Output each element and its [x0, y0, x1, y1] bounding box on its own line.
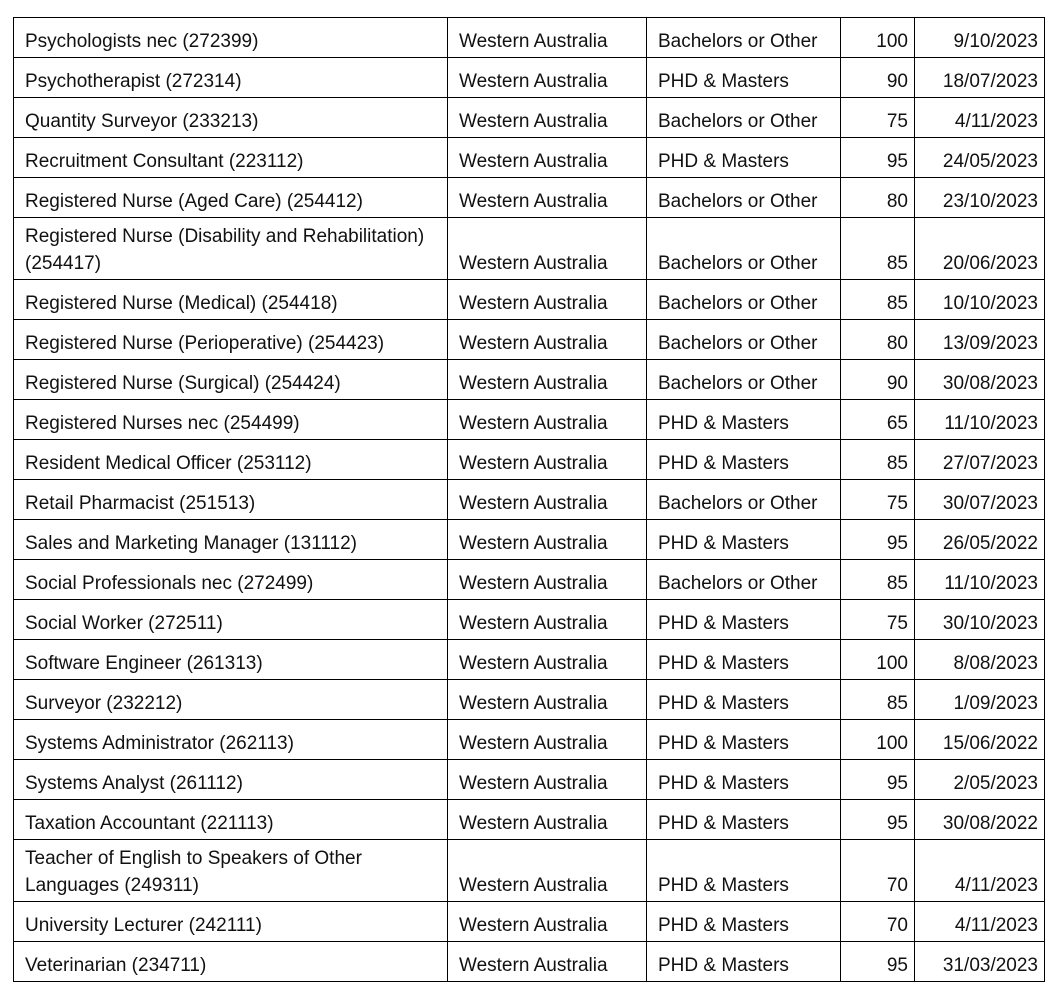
state-cell — [448, 760, 647, 800]
qualification-cell-text: PHD & Masters — [658, 533, 789, 554]
table-row — [14, 480, 1045, 520]
qualification-cell — [647, 680, 841, 720]
state-cell-text: Western Australia — [459, 111, 608, 132]
qualification-cell — [647, 942, 841, 982]
occupation-cell-text: Sales and Marketing Manager (131112) — [25, 533, 357, 554]
date-cell — [915, 760, 1045, 800]
state-cell-text: Western Australia — [459, 733, 608, 754]
occupation-cell — [14, 902, 448, 942]
occupation-cell — [14, 360, 448, 400]
date-cell-text: 30/10/2023 — [942, 613, 1038, 634]
date-cell-text: 9/10/2023 — [953, 31, 1038, 52]
occupation-cell-text: Registered Nurse (Disability and Rehabilitation) (254417) — [25, 226, 425, 274]
table-row — [14, 760, 1045, 800]
date-cell-text: 4/11/2023 — [954, 915, 1038, 936]
state-cell-text: Western Australia — [459, 71, 608, 92]
date-cell — [915, 480, 1045, 520]
qualification-cell — [647, 58, 841, 98]
state-cell — [448, 840, 647, 902]
score-cell — [841, 560, 915, 600]
date-cell-text: 11/10/2023 — [944, 413, 1038, 434]
date-cell — [915, 138, 1045, 178]
qualification-cell-text: PHD & Masters — [658, 773, 789, 794]
score-cell-text: 95 — [886, 955, 908, 976]
occupation-cell — [14, 480, 448, 520]
occupation-cell-text: Registered Nurse (Perioperative) (254423) — [25, 333, 385, 354]
table-row — [14, 800, 1045, 840]
qualification-cell-text: Bachelors or Other — [658, 253, 818, 274]
qualification-cell — [647, 218, 841, 280]
date-cell-text: 30/08/2023 — [942, 373, 1038, 394]
date-cell — [915, 640, 1045, 680]
occupation-cell — [14, 942, 448, 982]
date-cell — [915, 560, 1045, 600]
table-row — [14, 440, 1045, 480]
state-cell-text: Western Australia — [459, 653, 608, 674]
occupation-cell — [14, 640, 448, 680]
table-row — [14, 360, 1045, 400]
date-cell-text: 26/05/2022 — [942, 533, 1038, 554]
score-cell-text: 85 — [886, 693, 908, 714]
table-row — [14, 58, 1045, 98]
score-cell — [841, 98, 915, 138]
occupation-cell-text: Teacher of English to Speakers of Other Languages (249311) — [25, 848, 362, 896]
state-cell — [448, 400, 647, 440]
score-cell — [841, 600, 915, 640]
table-row — [14, 178, 1045, 218]
table-row — [14, 680, 1045, 720]
occupation-cell — [14, 560, 448, 600]
score-cell-text: 80 — [886, 333, 908, 354]
state-cell — [448, 800, 647, 840]
date-cell-text: 2/05/2023 — [953, 773, 1038, 794]
state-cell — [448, 58, 647, 98]
state-cell — [448, 640, 647, 680]
occupation-cell-text: Psychologists nec (272399) — [25, 31, 259, 52]
date-cell — [915, 320, 1045, 360]
qualification-cell-text: PHD & Masters — [658, 453, 789, 474]
qualification-cell — [647, 178, 841, 218]
occupation-cell — [14, 320, 448, 360]
occupation-cell-text: Social Professionals nec (272499) — [25, 573, 314, 594]
date-cell — [915, 58, 1045, 98]
qualification-cell — [647, 400, 841, 440]
occupation-cell — [14, 400, 448, 440]
qualification-cell-text: Bachelors or Other — [658, 333, 818, 354]
table-row — [14, 600, 1045, 640]
qualification-cell — [647, 480, 841, 520]
date-cell — [915, 680, 1045, 720]
date-cell-text: 30/08/2022 — [942, 813, 1038, 834]
score-cell-text: 75 — [886, 493, 908, 514]
state-cell — [448, 360, 647, 400]
score-cell-text: 95 — [886, 151, 908, 172]
date-cell-text: 23/10/2023 — [942, 191, 1038, 212]
state-cell-text: Western Australia — [459, 573, 608, 594]
occupation-cell — [14, 760, 448, 800]
qualification-cell-text: PHD & Masters — [658, 693, 789, 714]
table-row — [14, 18, 1045, 58]
score-cell-text: 85 — [886, 573, 908, 594]
state-cell — [448, 560, 647, 600]
date-cell — [915, 18, 1045, 58]
state-cell-text: Western Australia — [459, 293, 608, 314]
state-cell — [448, 720, 647, 760]
state-cell-text: Western Australia — [459, 413, 608, 434]
occupation-cell-text: Registered Nurse (Aged Care) (254412) — [25, 191, 363, 212]
table-row — [14, 280, 1045, 320]
occupation-cell — [14, 800, 448, 840]
occupation-cell — [14, 218, 448, 280]
score-cell — [841, 400, 915, 440]
score-cell — [841, 280, 915, 320]
table-row — [14, 320, 1045, 360]
state-cell-text: Western Australia — [459, 955, 608, 976]
qualification-cell — [647, 760, 841, 800]
state-cell — [448, 520, 647, 560]
score-cell — [841, 902, 915, 942]
qualification-cell — [647, 800, 841, 840]
table-row — [14, 902, 1045, 942]
qualification-cell-text: PHD & Masters — [658, 875, 789, 896]
table-row — [14, 138, 1045, 178]
qualification-cell-text: Bachelors or Other — [658, 373, 818, 394]
date-cell-text: 27/07/2023 — [942, 453, 1038, 474]
state-cell — [448, 440, 647, 480]
date-cell — [915, 98, 1045, 138]
occupation-cell — [14, 840, 448, 902]
qualification-cell-text: PHD & Masters — [658, 813, 789, 834]
score-cell-text: 80 — [886, 191, 908, 212]
qualification-cell-text: Bachelors or Other — [658, 31, 818, 52]
date-cell-text: 4/11/2023 — [954, 875, 1038, 896]
occupation-table — [13, 17, 1045, 982]
score-cell — [841, 178, 915, 218]
state-cell-text: Western Australia — [459, 533, 608, 554]
occupation-cell-text: Resident Medical Officer (253112) — [25, 453, 312, 474]
date-cell-text: 20/06/2023 — [942, 253, 1038, 274]
score-cell — [841, 440, 915, 480]
occupation-cell — [14, 440, 448, 480]
qualification-cell — [647, 360, 841, 400]
score-cell — [841, 520, 915, 560]
qualification-cell-text: Bachelors or Other — [658, 191, 818, 212]
state-cell-text: Western Australia — [459, 613, 608, 634]
qualification-cell — [647, 18, 841, 58]
state-cell-text: Western Australia — [459, 191, 608, 212]
score-cell — [841, 760, 915, 800]
date-cell — [915, 218, 1045, 280]
qualification-cell-text: PHD & Masters — [658, 653, 789, 674]
state-cell — [448, 942, 647, 982]
score-cell-text: 100 — [876, 31, 908, 52]
qualification-cell — [647, 320, 841, 360]
occupation-cell-text: Registered Nurse (Surgical) (254424) — [25, 373, 341, 394]
state-cell — [448, 178, 647, 218]
occupation-cell-text: Registered Nurses nec (254499) — [25, 413, 300, 434]
occupation-cell-text: Systems Administrator (262113) — [25, 733, 294, 754]
state-cell — [448, 600, 647, 640]
occupation-cell — [14, 58, 448, 98]
table-row — [14, 218, 1045, 280]
qualification-cell-text: Bachelors or Other — [658, 111, 818, 132]
occupation-cell-text: Psychotherapist (272314) — [25, 71, 242, 92]
state-cell — [448, 98, 647, 138]
state-cell — [448, 480, 647, 520]
occupation-cell — [14, 178, 448, 218]
date-cell-text: 18/07/2023 — [942, 71, 1038, 92]
score-cell — [841, 720, 915, 760]
state-cell-text: Western Australia — [459, 875, 608, 896]
date-cell-text: 4/11/2023 — [954, 111, 1038, 132]
table-body — [14, 18, 1045, 982]
table-row — [14, 560, 1045, 600]
score-cell-text: 70 — [886, 875, 908, 896]
occupation-table-container — [13, 17, 1045, 982]
date-cell — [915, 440, 1045, 480]
occupation-cell — [14, 600, 448, 640]
qualification-cell-text: Bachelors or Other — [658, 573, 818, 594]
occupation-cell — [14, 680, 448, 720]
date-cell — [915, 800, 1045, 840]
qualification-cell — [647, 720, 841, 760]
occupation-cell — [14, 280, 448, 320]
date-cell-text: 8/08/2023 — [953, 653, 1038, 674]
qualification-cell-text: Bachelors or Other — [658, 293, 818, 314]
occupation-cell-text: Recruitment Consultant (223112) — [25, 151, 304, 172]
qualification-cell-text: PHD & Masters — [658, 413, 789, 434]
date-cell — [915, 280, 1045, 320]
state-cell — [448, 680, 647, 720]
occupation-cell — [14, 18, 448, 58]
state-cell-text: Western Australia — [459, 813, 608, 834]
qualification-cell — [647, 560, 841, 600]
score-cell — [841, 840, 915, 902]
state-cell — [448, 138, 647, 178]
table-row — [14, 720, 1045, 760]
score-cell — [841, 640, 915, 680]
score-cell — [841, 218, 915, 280]
state-cell — [448, 280, 647, 320]
date-cell-text: 10/10/2023 — [942, 293, 1038, 314]
score-cell-text: 95 — [886, 533, 908, 554]
score-cell-text: 100 — [876, 733, 908, 754]
score-cell — [841, 942, 915, 982]
score-cell — [841, 800, 915, 840]
state-cell-text: Western Australia — [459, 773, 608, 794]
qualification-cell-text: PHD & Masters — [658, 71, 789, 92]
state-cell-text: Western Australia — [459, 373, 608, 394]
qualification-cell-text: PHD & Masters — [658, 151, 789, 172]
table-row — [14, 640, 1045, 680]
score-cell — [841, 320, 915, 360]
score-cell — [841, 480, 915, 520]
score-cell-text: 75 — [886, 613, 908, 634]
qualification-cell — [647, 520, 841, 560]
date-cell-text: 24/05/2023 — [942, 151, 1038, 172]
score-cell-text: 85 — [886, 253, 908, 274]
qualification-cell-text: PHD & Masters — [658, 955, 789, 976]
date-cell — [915, 600, 1045, 640]
score-cell-text: 95 — [886, 773, 908, 794]
date-cell-text: 30/07/2023 — [942, 493, 1038, 514]
occupation-cell-text: Retail Pharmacist (251513) — [25, 493, 256, 514]
state-cell-text: Western Australia — [459, 31, 608, 52]
occupation-cell-text: Systems Analyst (261112) — [25, 773, 243, 794]
state-cell-text: Western Australia — [459, 493, 608, 514]
qualification-cell-text: PHD & Masters — [658, 733, 789, 754]
date-cell — [915, 942, 1045, 982]
state-cell — [448, 218, 647, 280]
state-cell — [448, 18, 647, 58]
date-cell — [915, 902, 1045, 942]
score-cell-text: 85 — [886, 293, 908, 314]
table-row — [14, 98, 1045, 138]
qualification-cell-text: Bachelors or Other — [658, 493, 818, 514]
occupation-cell — [14, 138, 448, 178]
score-cell — [841, 18, 915, 58]
occupation-cell — [14, 98, 448, 138]
state-cell-text: Western Australia — [459, 333, 608, 354]
date-cell — [915, 520, 1045, 560]
table-row — [14, 520, 1045, 560]
score-cell-text: 85 — [886, 453, 908, 474]
qualification-cell — [647, 902, 841, 942]
qualification-cell — [647, 840, 841, 902]
qualification-cell-text: PHD & Masters — [658, 915, 789, 936]
score-cell-text: 65 — [886, 413, 908, 434]
state-cell-text: Western Australia — [459, 151, 608, 172]
qualification-cell — [647, 440, 841, 480]
score-cell-text: 90 — [886, 71, 908, 92]
state-cell — [448, 320, 647, 360]
date-cell — [915, 720, 1045, 760]
occupation-cell-text: Software Engineer (261313) — [25, 653, 263, 674]
score-cell — [841, 360, 915, 400]
occupation-cell-text: Quantity Surveyor (233213) — [25, 111, 259, 132]
occupation-cell — [14, 720, 448, 760]
score-cell-text: 95 — [886, 813, 908, 834]
score-cell-text: 100 — [876, 653, 908, 674]
date-cell-text: 11/10/2023 — [944, 573, 1038, 594]
occupation-cell-text: Veterinarian (234711) — [25, 955, 207, 976]
qualification-cell-text: PHD & Masters — [658, 613, 789, 634]
date-cell-text: 13/09/2023 — [942, 333, 1038, 354]
occupation-cell-text: University Lecturer (242111) — [25, 915, 262, 936]
occupation-cell-text: Social Worker (272511) — [25, 613, 223, 634]
date-cell — [915, 178, 1045, 218]
qualification-cell — [647, 600, 841, 640]
occupation-cell-text: Surveyor (232212) — [25, 693, 183, 714]
qualification-cell — [647, 98, 841, 138]
qualification-cell — [647, 138, 841, 178]
score-cell — [841, 680, 915, 720]
occupation-cell — [14, 520, 448, 560]
date-cell — [915, 360, 1045, 400]
score-cell-text: 90 — [886, 373, 908, 394]
table-row — [14, 840, 1045, 902]
date-cell — [915, 840, 1045, 902]
occupation-cell-text: Registered Nurse (Medical) (254418) — [25, 293, 338, 314]
state-cell-text: Western Australia — [459, 915, 608, 936]
state-cell — [448, 902, 647, 942]
qualification-cell — [647, 280, 841, 320]
occupation-cell-text: Taxation Accountant (221113) — [25, 813, 274, 834]
table-row — [14, 400, 1045, 440]
score-cell — [841, 58, 915, 98]
date-cell-text: 1/09/2023 — [953, 693, 1038, 714]
state-cell-text: Western Australia — [459, 253, 608, 274]
state-cell-text: Western Australia — [459, 693, 608, 714]
date-cell-text: 15/06/2022 — [942, 733, 1038, 754]
state-cell-text: Western Australia — [459, 453, 608, 474]
score-cell-text: 70 — [886, 915, 908, 936]
date-cell-text: 31/03/2023 — [942, 955, 1038, 976]
table-row — [14, 942, 1045, 982]
date-cell — [915, 400, 1045, 440]
score-cell-text: 75 — [886, 111, 908, 132]
score-cell — [841, 138, 915, 178]
qualification-cell — [647, 640, 841, 680]
